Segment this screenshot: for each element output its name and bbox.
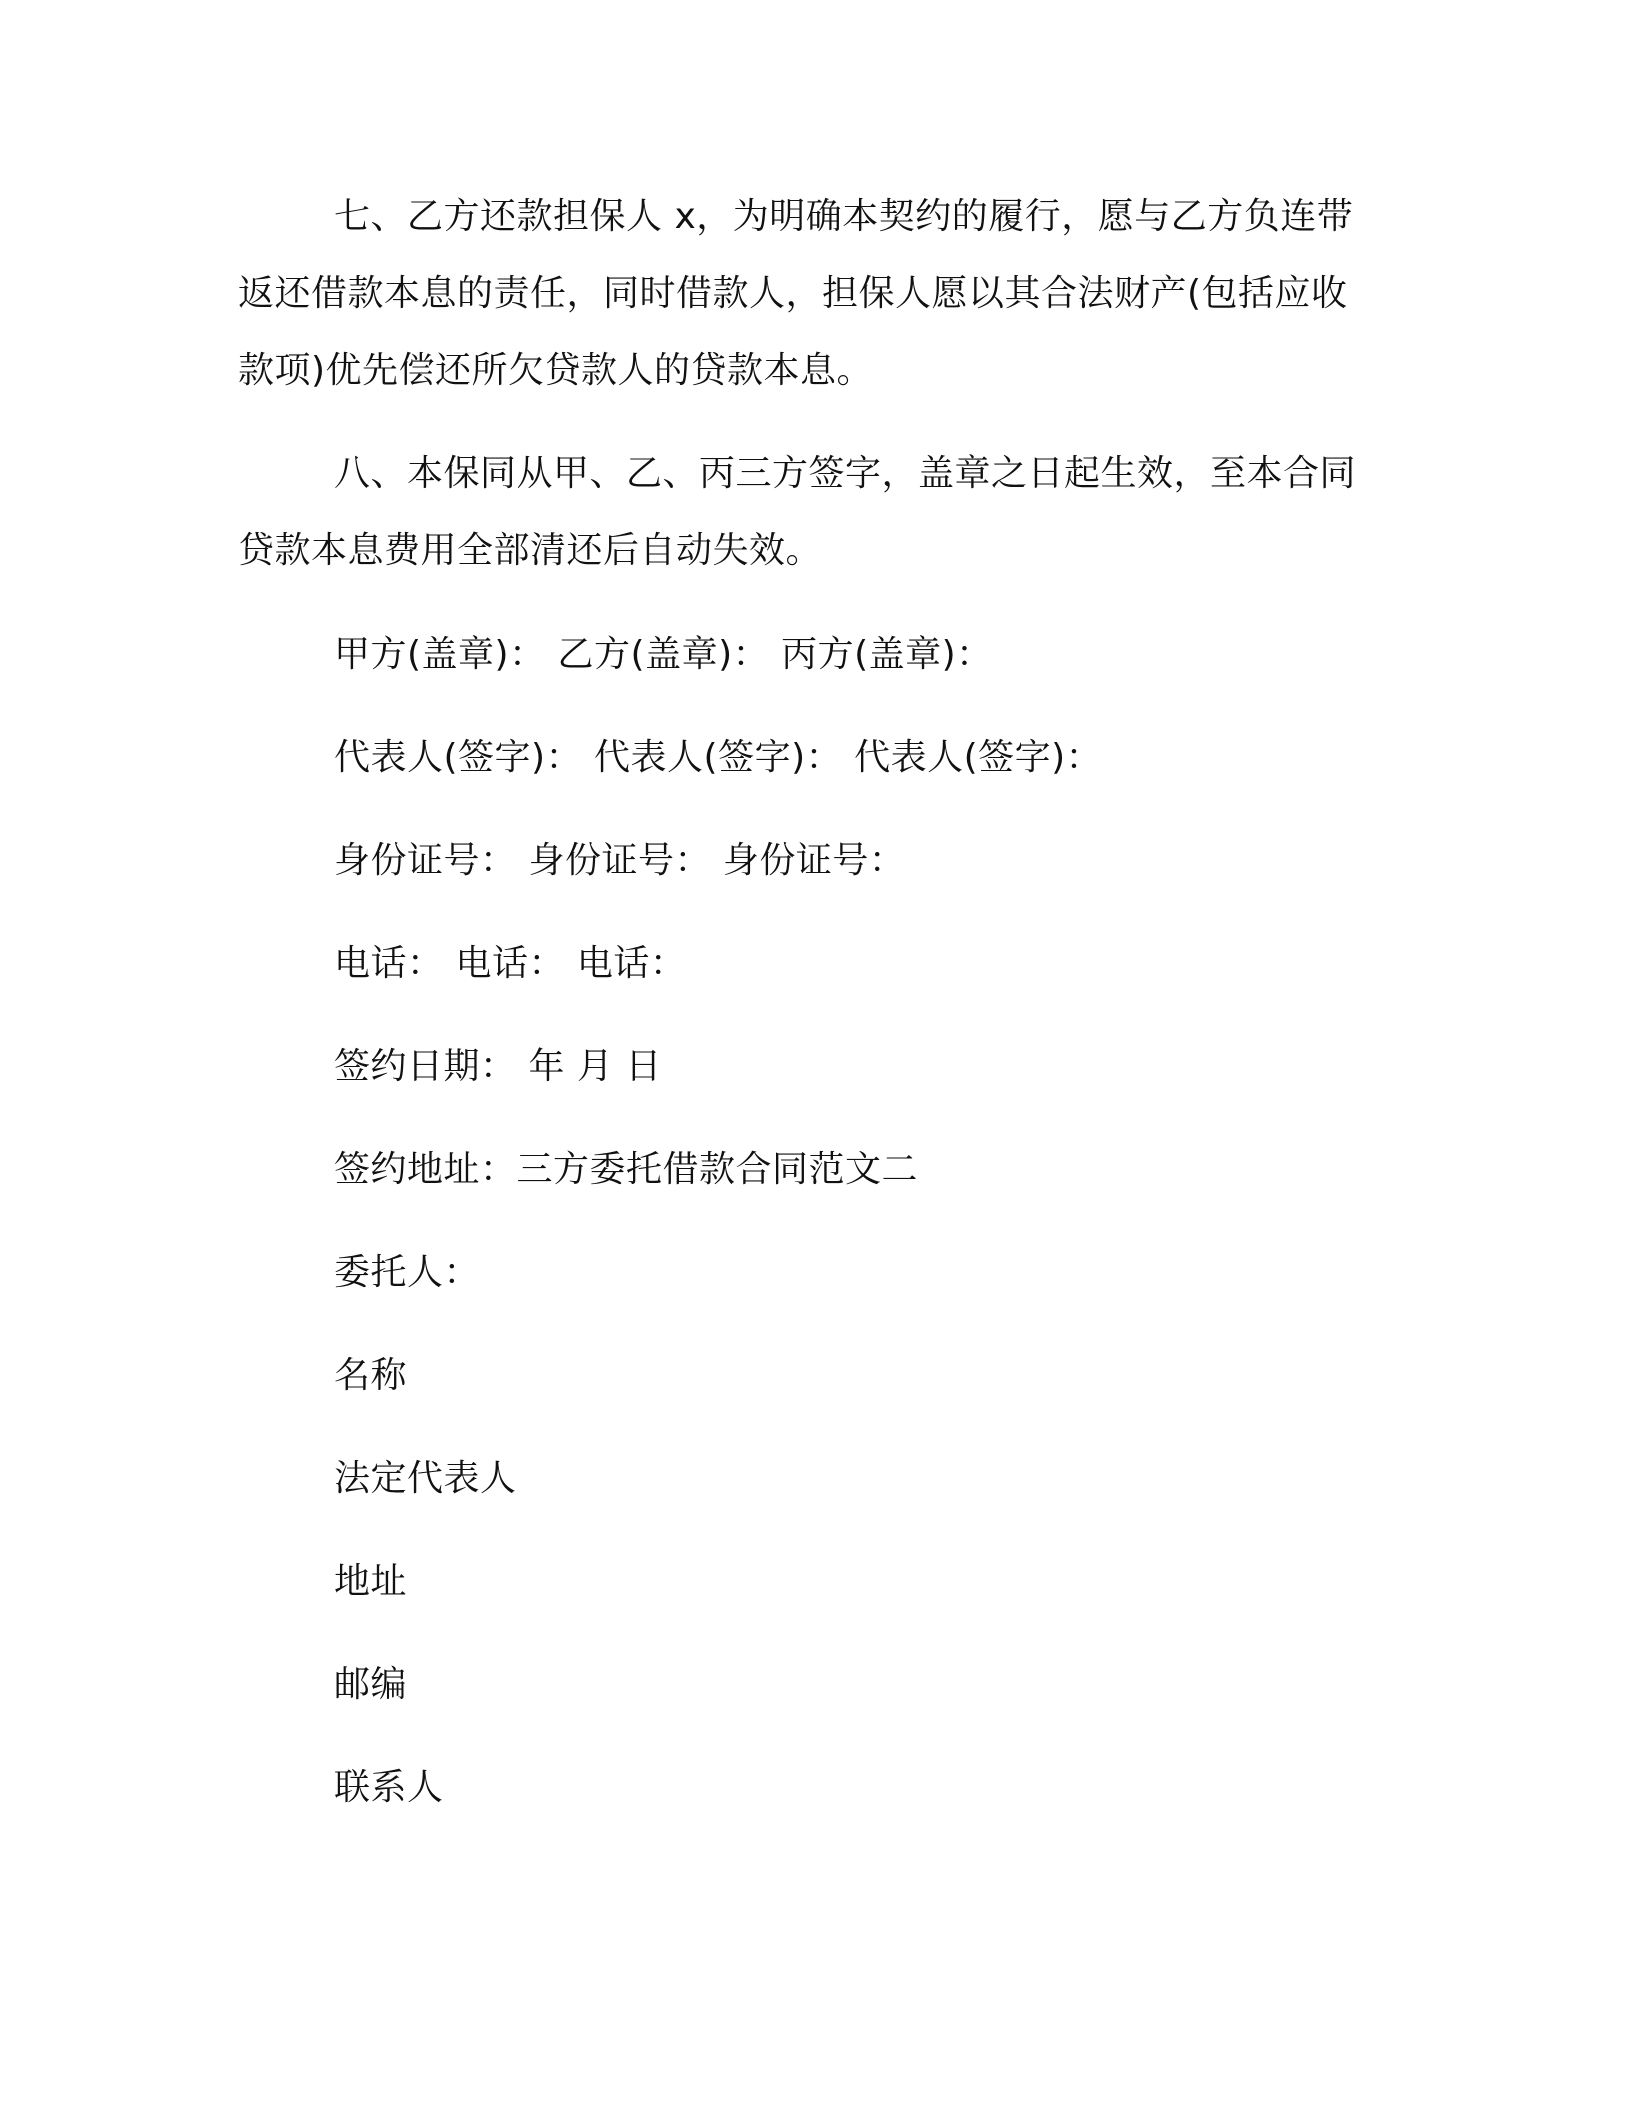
principal-label: 委托人： (334, 1252, 481, 1293)
sign-address-line: 签约地址：三方委托借款合同范文二 (334, 1149, 919, 1190)
id-number-line: 身份证号： 身份证号： 身份证号： (334, 840, 906, 881)
address-label: 地址 (334, 1561, 408, 1602)
phone-line: 电话： 电话： 电话： (334, 943, 687, 984)
representative-signature-line: 代表人(签字)： 代表人(签字)： 代表人(签字)： (334, 737, 1103, 778)
contact-label: 联系人 (334, 1767, 444, 1808)
sign-date-line: 签约日期： 年 月 日 (334, 1046, 662, 1087)
postcode-label: 邮编 (334, 1664, 408, 1705)
legal-representative-label: 法定代表人 (334, 1458, 517, 1499)
name-label: 名称 (334, 1355, 408, 1396)
seal-line: 甲方(盖章)： 乙方(盖章)： 丙方(盖章)： (334, 634, 993, 675)
clause-8-paragraph: 八、本保同从甲、乙、丙三方签字，盖章之日起生效，至本合同贷款本息费用全部清还后自动失效。 (238, 453, 1357, 571)
clause-7-paragraph: 七、乙方还款担保人 x，为明确本契约的履行，愿与乙方负连带返还借款本息的责任，同时借款人，担保人愿以其合法财产(包括应收款项)优先偿还所欠贷款人的贷款本息。 (238, 196, 1354, 391)
